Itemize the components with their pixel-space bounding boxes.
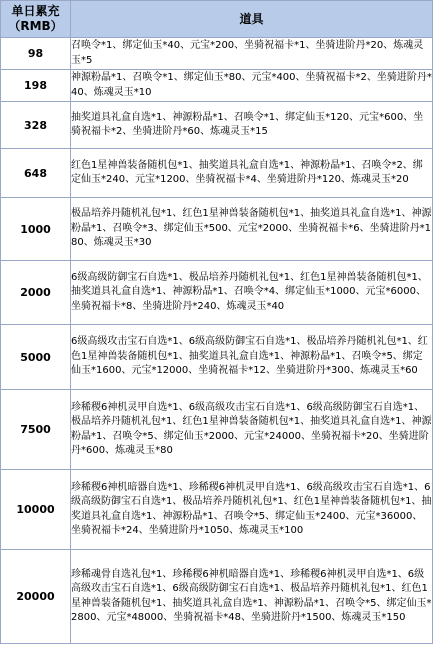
table-row	[1, 390, 433, 470]
row-amount: 328	[1, 102, 71, 149]
row-items: 抽奖道具礼盒自选*1、神源粉晶*1、召唤令*1、绑定仙玉*120、元宝*600、坐骑祝福卡*2、坐骑进阶丹*60、炼魂灵玉*15	[71, 102, 433, 149]
row-amount: 2000	[1, 261, 71, 325]
table-row	[1, 325, 433, 390]
table-row	[1, 550, 433, 644]
row-amount: 648	[1, 149, 71, 198]
row-items: 珍稀稷6神机暗器自选*1、珍稀稷6神机灵甲自选*1、6级高级攻击宝石自选*1、6级高级防御宝石自选*1、极品培养丹随机礼包*1、红色1星神兽装备随机包*1、抽奖道具礼盒自选*1、神源粉晶*1、召唤令*5、绑定仙玉*2400、元宝*36000、坐骑祝福卡*24、坐骑进阶丹*1050、炼魂灵玉*100	[71, 470, 433, 550]
header-amount-unit: （RMB）	[8, 19, 63, 33]
table-row	[1, 198, 433, 261]
row-items: 6级高级攻击宝石自选*1、6级高级防御宝石自选*1、极品培养丹随机礼包*1、红色1星神兽装备随机包*1、抽奖道具礼盒自选*1、神源粉晶*1、召唤令*5、绑定仙玉*1600、元宝*12000、坐骑祝福卡*12、坐骑进阶丹*300、炼魂灵玉*60	[71, 325, 433, 390]
table-row	[1, 70, 433, 102]
row-amount: 10000	[1, 470, 71, 550]
row-items: 神源粉晶*1、召唤令*1、绑定仙玉*80、元宝*400、坐骑祝福卡*2、坐骑进阶丹*40、炼魂灵玉*10	[71, 70, 433, 102]
row-items: 珍稀魂骨自选礼包*1、珍稀稷6神机暗器自选*1、珍稀稷6神机灵甲自选*1、6级高级攻击宝石自选*1、6级高级防御宝石自选*1、极品培养丹随机礼包*1、红色1星神兽装备随机包*1、抽奖道具礼盒自选*1、神源粉晶*1、召唤令*5、绑定仙玉*2800、元宝*48000、坐骑祝福卡*48、坐骑进阶丹*1500、炼魂灵玉*150	[71, 550, 433, 644]
header-row	[1, 1, 433, 38]
table-row	[1, 470, 433, 550]
row-items: 珍稀稷6神机灵甲自选*1、6级高级攻击宝石自选*1、6级高级防御宝石自选*1、极品培养丹随机礼包*1、红色1星神兽装备随机包*1、抽奖道具礼盒自选*1、神源粉晶*1、召唤令*5、绑定仙玉*2000、元宝*24000、坐骑祝福卡*20、坐骑进阶丹*600、炼魂灵玉*80	[71, 390, 433, 470]
table-row	[1, 102, 433, 149]
row-amount: 98	[1, 38, 71, 70]
row-amount: 7500	[1, 390, 71, 470]
header-items-cell: 道具	[71, 1, 433, 38]
row-amount: 198	[1, 70, 71, 102]
table-row	[1, 38, 433, 70]
row-items: 召唤令*1、绑定仙玉*40、元宝*200、坐骑祝福卡*1、坐骑进阶丹*20、炼魂灵玉*5	[71, 38, 433, 70]
header-amount-label: 单日累充	[11, 4, 60, 18]
table-row	[1, 261, 433, 325]
header-amount-cell	[1, 1, 71, 38]
row-amount: 20000	[1, 550, 71, 644]
row-items: 红色1星神兽装备随机包*1、抽奖道具礼盒自选*1、神源粉晶*1、召唤令*2、绑定仙玉*240、元宝*1200、坐骑祝福卡*4、坐骑进阶丹*120、炼魂灵玉*20	[71, 149, 433, 198]
row-items: 极品培养丹随机礼包*1、红色1星神兽装备随机包*1、抽奖道具礼盒自选*1、神源粉晶*1、召唤令*3、绑定仙玉*500、元宝*2000、坐骑祝福卡*6、坐骑进阶丹*180、炼魂灵玉*30	[71, 198, 433, 261]
row-amount: 1000	[1, 198, 71, 261]
table-row	[1, 149, 433, 198]
row-amount: 5000	[1, 325, 71, 390]
row-items: 6级高级防御宝石自选*1、极品培养丹随机礼包*1、红色1星神兽装备随机包*1、抽奖道具礼盒自选*1、神源粉晶*1、召唤令*4、绑定仙玉*1000、元宝*6000、坐骑祝福卡*8、坐骑进阶丹*240、炼魂灵玉*40	[71, 261, 433, 325]
